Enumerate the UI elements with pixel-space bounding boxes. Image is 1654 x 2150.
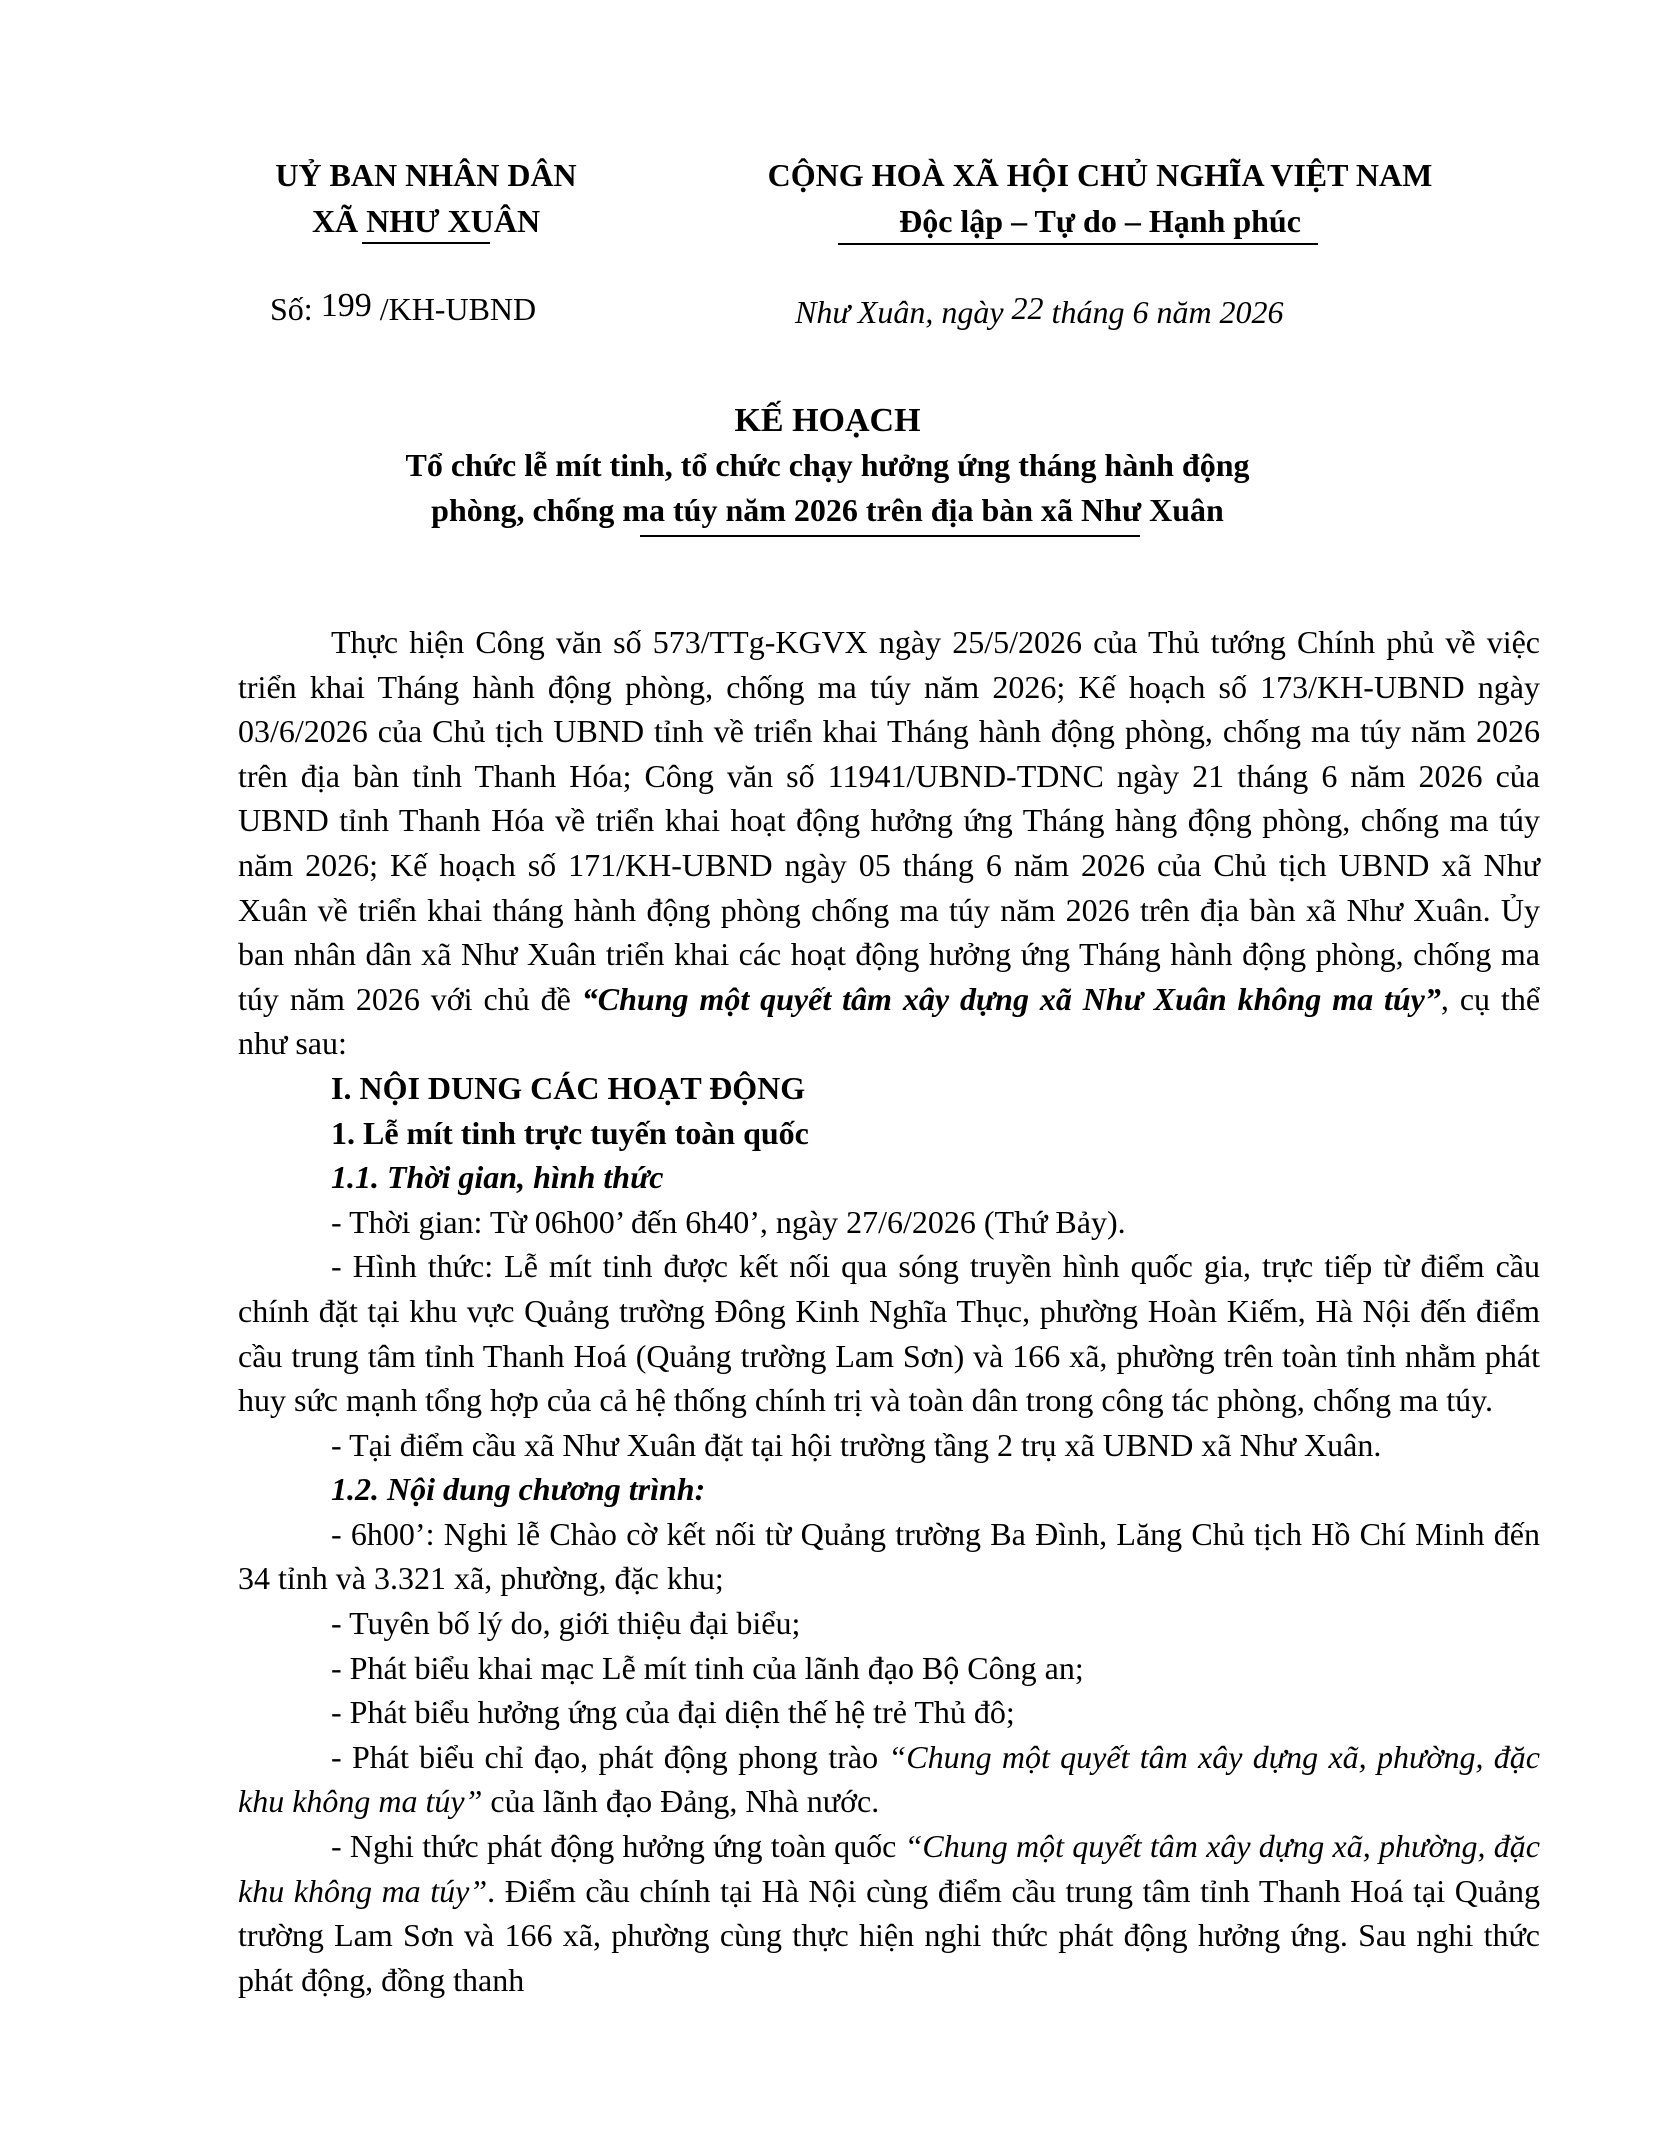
document-date-day: 22	[1011, 290, 1044, 326]
theme-quote: “Chung một quyết tâm xây dựng xã Như Xuân không ma túy”	[581, 980, 1441, 1017]
agency-line-2: XÃ NHƯ XUÂN	[311, 203, 541, 239]
intro-paragraph: Thực hiện Công văn số 573/TTg-KGVX ngày 25/5/2026 của Thủ tướng Chính phủ về việc triển khai Tháng hành động phòng, chống ma túy năm 2026; Kế hoạch số 173/KH-UBND ngày 03/6/2026 của Chủ tịch UBND tỉnh về triển khai Tháng hành động phòng, chống ma túy năm 2026 trên địa bàn tỉnh Thanh Hóa; Công văn số 11941/UBND-TDNC ngày 21 tháng 6 năm 2026 của UBND tỉnh Thanh Hóa về triển khai hoạt động hưởng ứng Tháng hàng động phòng, chống ma túy năm 2026; Kế hoạch số 171/KH-UBND ngày 05 tháng 6 năm 2026 của Chủ tịch UBND xã Như Xuân về triển khai tháng hành động phòng chống ma túy năm 2026 trên địa bàn xã Như Xuân. Ủy ban nhân dân xã Như Xuân triển khai các hoạt động hưởng ứng Tháng hành động phòng, chống ma túy năm 2026 với chủ đề “Chung một quyết tâm xây dựng xã Như Xuân không ma túy”, cụ thể như sau:	[238, 624, 1541, 1062]
document-number: Số: 199 /KH-UBND	[270, 287, 537, 327]
place-item: - Tại điểm cầu xã Như Xuân đặt tại hội trường tầng 2 trụ xã UBND xã Như Xuân.	[331, 1426, 1382, 1463]
subsection-1-1-heading: 1.1. Thời gian, hình thức	[331, 1159, 664, 1196]
subtitle-line-1: Tổ chức lễ mít tinh, tổ chức chạy hưởng ứng tháng hành động	[405, 447, 1250, 483]
program-item: - 6h00’: Nghi lễ Chào cờ kết nối từ Quảng trường Ba Đình, Lăng Chủ tịch Hồ Chí Minh đến 34 tỉnh và 3.321 xã, phường, đặc khu;	[238, 1515, 1540, 1597]
document-date: Như Xuân, ngày 22 tháng 6 năm 2026	[795, 290, 1284, 330]
program-item: - Phát biểu khai mạc Lễ mít tinh của lãnh đạo Bộ Công an;	[331, 1649, 1084, 1686]
document-number-value: 199	[320, 287, 372, 324]
program-item: - Tuyên bố lý do, giới thiệu đại biểu;	[331, 1605, 801, 1642]
national-motto	[700, 152, 1500, 244]
time-item: - Thời gian: Từ 06h00’ đến 6h40’, ngày 27/6/2026 (Thứ Bảy).	[331, 1203, 1126, 1240]
campaign-quote: “Chung một quyết tâm xây dựng xã, phường, đặc khu không ma túy”	[238, 1828, 1541, 1909]
program-item: - Phát biểu hưởng ứng của đại diện thế hệ trẻ Thủ đô;	[331, 1694, 1015, 1731]
issuing-agency	[240, 152, 612, 244]
campaign-quote: “Chung một quyết tâm xây dựng xã, phường, đặc khu không ma túy”	[238, 1738, 1541, 1820]
agency-underline	[362, 242, 490, 244]
document-body	[238, 620, 1540, 2002]
form-item: - Hình thức: Lễ mít tinh được kết nối qua sóng truyền hình quốc gia, trực tiếp từ điểm cầu chính đặt tại khu vực Quảng trường Đông Kinh Nghĩa Thục, phường Hoàn Kiếm, Hà Nội đến điểm cầu trung tâm tỉnh Thanh Hoá (Quảng trường Lam Sơn) và 166 xã, phường trên toàn tỉnh nhằm phát huy sức mạnh tổng hợp của cả hệ thống chính trị và toàn dân trong công tác phòng, chống ma túy.	[238, 1248, 1540, 1419]
motto-underline	[838, 243, 1318, 245]
nation-line-2: Độc lập – Tự do – Hạnh phúc	[899, 203, 1301, 239]
subsection-heading: 1. Lễ mít tinh trực tuyến toàn quốc	[331, 1114, 809, 1151]
agency-line-1: UỶ BAN NHÂN DÂN	[275, 157, 577, 193]
program-item: - Nghi thức phát động hưởng ứng toàn quốc “Chung một quyết tâm xây dựng xã, phường, đặc khu không ma túy”. Điểm cầu chính tại Hà Nội cùng điểm cầu trung tâm tỉnh Thanh Hoá tại Quảng trường Lam Sơn và 166 xã, phường cùng thực hiện nghi thức phát động hưởng ứng. Sau nghi thức phát động, đồng thanh	[238, 1828, 1541, 1998]
document-title: KẾ HOẠCH	[734, 402, 921, 439]
program-item: - Phát biểu chỉ đạo, phát động phong trào “Chung một quyết tâm xây dựng xã, phường, đặc khu không ma túy” của lãnh đạo Đảng, Nhà nước.	[238, 1738, 1541, 1820]
document-subtitle	[240, 443, 1415, 533]
title-underline	[640, 535, 1140, 537]
nation-line-1: CỘNG HOÀ XÃ HỘI CHỦ NGHĨA VIỆT NAM	[767, 157, 1433, 193]
subsection-1-2-heading: 1.2. Nội dung chương trình:	[331, 1471, 706, 1508]
subtitle-line-2: phòng, chống ma túy năm 2026 trên địa bàn xã Như Xuân	[431, 492, 1224, 528]
section-heading: I. NỘI DUNG CÁC HOẠT ĐỘNG	[331, 1069, 806, 1106]
